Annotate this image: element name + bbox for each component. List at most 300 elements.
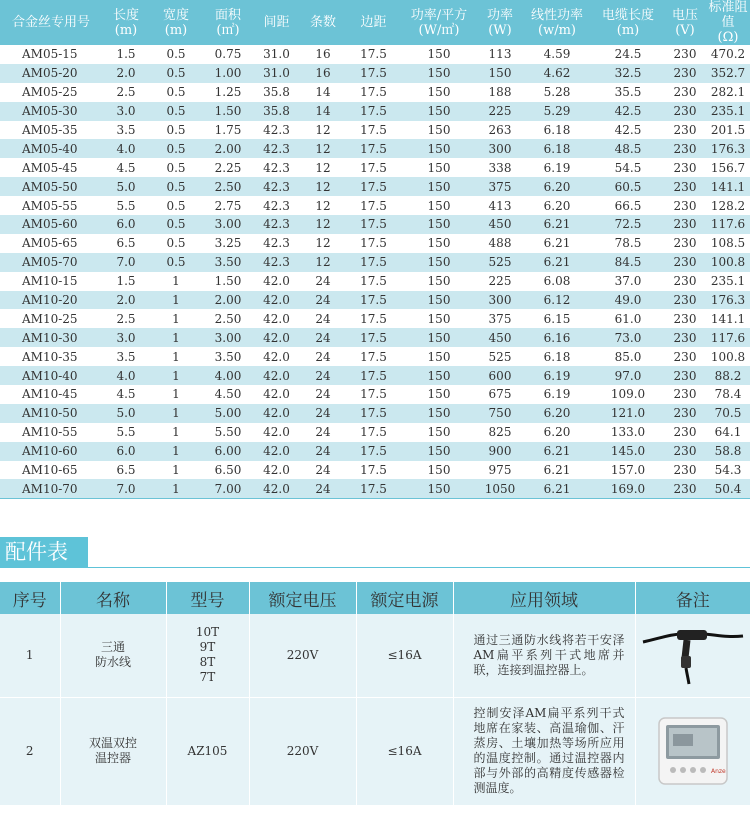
cell-area: 7.00 bbox=[202, 479, 254, 498]
accessory-row bbox=[0, 697, 750, 805]
col-header-count: 条数 bbox=[299, 0, 347, 45]
cell-length: 2.0 bbox=[102, 64, 150, 83]
col-header-voltage: 电压 (V) bbox=[664, 0, 706, 45]
accessory-section-title: 配件表 bbox=[0, 537, 88, 568]
table-row bbox=[0, 253, 750, 272]
cell-margin: 17.5 bbox=[347, 309, 400, 328]
cell-linear-power: 5.28 bbox=[522, 83, 592, 102]
cell-spacing: 42.0 bbox=[254, 328, 299, 347]
cell-power-density: 150 bbox=[400, 479, 478, 498]
cell-resistance: 235.1 bbox=[706, 102, 750, 121]
cell-power: 225 bbox=[478, 272, 522, 291]
cell-spacing: 42.3 bbox=[254, 158, 299, 177]
cell-resistance: 64.1 bbox=[706, 423, 750, 442]
cell-spacing: 42.0 bbox=[254, 461, 299, 480]
cell-power-density: 150 bbox=[400, 177, 478, 196]
acc-current: ≤16A bbox=[356, 614, 453, 697]
cell-length: 1.5 bbox=[102, 45, 150, 64]
cell-cable-length: 48.5 bbox=[592, 139, 664, 158]
table-row bbox=[0, 64, 750, 83]
cell-model: AM05-60 bbox=[0, 215, 102, 234]
cell-power-density: 150 bbox=[400, 234, 478, 253]
cell-resistance: 176.3 bbox=[706, 139, 750, 158]
cell-resistance: 78.4 bbox=[706, 385, 750, 404]
cell-voltage: 230 bbox=[664, 328, 706, 347]
cell-cable-length: 157.0 bbox=[592, 461, 664, 480]
cell-margin: 17.5 bbox=[347, 385, 400, 404]
table-row bbox=[0, 139, 750, 158]
acc-name: 三通 防水线 bbox=[60, 614, 166, 697]
cell-voltage: 230 bbox=[664, 196, 706, 215]
acc-application: 控制安泽AM扁平系列干式地席在家装、高温瑜伽、汗蒸房、土壤加热等场所应用的温度控制。通过温控器内部与外部的高精度传感器检测温度。 bbox=[453, 697, 635, 805]
acc-model: AZ105 bbox=[166, 697, 249, 805]
cell-margin: 17.5 bbox=[347, 366, 400, 385]
cell-count: 24 bbox=[299, 423, 347, 442]
cell-power: 375 bbox=[478, 309, 522, 328]
cell-length: 5.5 bbox=[102, 423, 150, 442]
cell-length: 3.5 bbox=[102, 347, 150, 366]
section-divider bbox=[88, 567, 750, 568]
svg-text:Anze: Anze bbox=[710, 768, 726, 775]
cell-length: 6.5 bbox=[102, 461, 150, 480]
cell-width: 0.5 bbox=[150, 234, 202, 253]
cell-power: 338 bbox=[478, 158, 522, 177]
cell-length: 2.5 bbox=[102, 83, 150, 102]
cell-linear-power: 4.59 bbox=[522, 45, 592, 64]
cell-linear-power: 6.08 bbox=[522, 272, 592, 291]
cell-resistance: 201.5 bbox=[706, 121, 750, 140]
cell-length: 6.0 bbox=[102, 215, 150, 234]
table-row bbox=[0, 215, 750, 234]
accessory-row bbox=[0, 614, 750, 697]
cell-model: AM05-45 bbox=[0, 158, 102, 177]
cell-power: 600 bbox=[478, 366, 522, 385]
cell-margin: 17.5 bbox=[347, 102, 400, 121]
cell-margin: 17.5 bbox=[347, 64, 400, 83]
col-header-length: 长度 (m) bbox=[102, 0, 150, 45]
cell-cable-length: 121.0 bbox=[592, 404, 664, 423]
cell-power-density: 150 bbox=[400, 45, 478, 64]
accessory-table bbox=[0, 582, 750, 806]
cell-count: 24 bbox=[299, 442, 347, 461]
cell-power-density: 150 bbox=[400, 309, 478, 328]
cell-length: 4.5 bbox=[102, 158, 150, 177]
table-row bbox=[0, 366, 750, 385]
spec-header-row bbox=[0, 0, 750, 45]
col-header-width: 宽度 (m) bbox=[150, 0, 202, 45]
cell-model: AM10-25 bbox=[0, 309, 102, 328]
cell-resistance: 50.4 bbox=[706, 479, 750, 498]
cell-cable-length: 109.0 bbox=[592, 385, 664, 404]
cell-count: 24 bbox=[299, 291, 347, 310]
cell-spacing: 35.8 bbox=[254, 83, 299, 102]
cell-linear-power: 4.62 bbox=[522, 64, 592, 83]
cell-linear-power: 6.21 bbox=[522, 461, 592, 480]
cell-margin: 17.5 bbox=[347, 139, 400, 158]
cell-power: 975 bbox=[478, 461, 522, 480]
table-row bbox=[0, 272, 750, 291]
col-header-area: 面积 (㎡) bbox=[202, 0, 254, 45]
cell-model: AM10-50 bbox=[0, 404, 102, 423]
acc-current: ≤16A bbox=[356, 697, 453, 805]
cell-cable-length: 73.0 bbox=[592, 328, 664, 347]
cell-margin: 17.5 bbox=[347, 234, 400, 253]
cell-linear-power: 6.21 bbox=[522, 253, 592, 272]
cell-linear-power: 6.18 bbox=[522, 139, 592, 158]
accessory-header-row bbox=[0, 582, 750, 614]
cell-width: 0.5 bbox=[150, 45, 202, 64]
cell-cable-length: 32.5 bbox=[592, 64, 664, 83]
cell-linear-power: 6.12 bbox=[522, 291, 592, 310]
cell-power-density: 150 bbox=[400, 139, 478, 158]
cell-voltage: 230 bbox=[664, 461, 706, 480]
cell-count: 24 bbox=[299, 461, 347, 480]
cell-spacing: 42.3 bbox=[254, 121, 299, 140]
cell-area: 2.50 bbox=[202, 177, 254, 196]
acc-no: 1 bbox=[0, 614, 60, 697]
cell-cable-length: 66.5 bbox=[592, 196, 664, 215]
cell-margin: 17.5 bbox=[347, 215, 400, 234]
table-row bbox=[0, 404, 750, 423]
cell-count: 12 bbox=[299, 234, 347, 253]
cell-width: 0.5 bbox=[150, 253, 202, 272]
cell-spacing: 42.0 bbox=[254, 291, 299, 310]
table-row bbox=[0, 385, 750, 404]
cell-power: 675 bbox=[478, 385, 522, 404]
table-row bbox=[0, 291, 750, 310]
cell-linear-power: 6.20 bbox=[522, 177, 592, 196]
col-header-no: 序号 bbox=[0, 582, 60, 614]
cell-voltage: 230 bbox=[664, 83, 706, 102]
cell-spacing: 42.0 bbox=[254, 385, 299, 404]
cell-resistance: 470.2 bbox=[706, 45, 750, 64]
table-row bbox=[0, 442, 750, 461]
acc-name: 双温双控 温控器 bbox=[60, 697, 166, 805]
cell-cable-length: 84.5 bbox=[592, 253, 664, 272]
cell-model: AM10-45 bbox=[0, 385, 102, 404]
cell-resistance: 176.3 bbox=[706, 291, 750, 310]
cell-count: 24 bbox=[299, 309, 347, 328]
cell-count: 12 bbox=[299, 196, 347, 215]
cell-spacing: 31.0 bbox=[254, 45, 299, 64]
cell-resistance: 128.2 bbox=[706, 196, 750, 215]
cell-length: 6.0 bbox=[102, 442, 150, 461]
cell-power: 450 bbox=[478, 215, 522, 234]
cell-voltage: 230 bbox=[664, 347, 706, 366]
cell-spacing: 31.0 bbox=[254, 64, 299, 83]
cell-spacing: 42.0 bbox=[254, 479, 299, 498]
table-row bbox=[0, 45, 750, 64]
cell-power: 450 bbox=[478, 328, 522, 347]
cell-cable-length: 169.0 bbox=[592, 479, 664, 498]
cell-spacing: 42.0 bbox=[254, 309, 299, 328]
cell-length: 4.0 bbox=[102, 139, 150, 158]
cell-count: 12 bbox=[299, 121, 347, 140]
cell-cable-length: 60.5 bbox=[592, 177, 664, 196]
table-row bbox=[0, 328, 750, 347]
cell-margin: 17.5 bbox=[347, 196, 400, 215]
cell-margin: 17.5 bbox=[347, 272, 400, 291]
cell-width: 1 bbox=[150, 272, 202, 291]
cell-cable-length: 35.5 bbox=[592, 83, 664, 102]
cell-count: 12 bbox=[299, 139, 347, 158]
cell-voltage: 230 bbox=[664, 177, 706, 196]
cell-count: 14 bbox=[299, 102, 347, 121]
col-header-current: 额定电源 bbox=[356, 582, 453, 614]
cell-linear-power: 6.20 bbox=[522, 404, 592, 423]
cell-linear-power: 6.21 bbox=[522, 479, 592, 498]
cell-area: 6.00 bbox=[202, 442, 254, 461]
cell-area: 3.00 bbox=[202, 215, 254, 234]
cell-count: 12 bbox=[299, 215, 347, 234]
cell-width: 1 bbox=[150, 423, 202, 442]
col-header-application: 应用领域 bbox=[453, 582, 635, 614]
cell-model: AM10-35 bbox=[0, 347, 102, 366]
col-header-note: 备注 bbox=[635, 582, 750, 614]
cell-cable-length: 72.5 bbox=[592, 215, 664, 234]
cell-resistance: 117.6 bbox=[706, 328, 750, 347]
cell-power: 413 bbox=[478, 196, 522, 215]
cell-area: 2.00 bbox=[202, 139, 254, 158]
cell-resistance: 141.1 bbox=[706, 177, 750, 196]
cell-voltage: 230 bbox=[664, 291, 706, 310]
cell-length: 2.0 bbox=[102, 291, 150, 310]
cell-count: 24 bbox=[299, 272, 347, 291]
cell-count: 24 bbox=[299, 404, 347, 423]
cell-power: 113 bbox=[478, 45, 522, 64]
cell-resistance: 70.5 bbox=[706, 404, 750, 423]
cell-area: 3.50 bbox=[202, 347, 254, 366]
cell-area: 5.50 bbox=[202, 423, 254, 442]
cell-resistance: 100.8 bbox=[706, 253, 750, 272]
cell-voltage: 230 bbox=[664, 479, 706, 498]
cell-power: 1050 bbox=[478, 479, 522, 498]
cell-model: AM05-40 bbox=[0, 139, 102, 158]
col-header-power-density: 功率/平方 (W/㎡) bbox=[400, 0, 478, 45]
thermostat-icon bbox=[657, 716, 729, 786]
cell-power-density: 150 bbox=[400, 385, 478, 404]
cell-model: AM05-25 bbox=[0, 83, 102, 102]
cell-count: 24 bbox=[299, 385, 347, 404]
col-header-margin: 边距 bbox=[347, 0, 400, 45]
cell-width: 1 bbox=[150, 404, 202, 423]
cell-spacing: 35.8 bbox=[254, 102, 299, 121]
cell-width: 1 bbox=[150, 291, 202, 310]
cell-resistance: 117.6 bbox=[706, 215, 750, 234]
cell-resistance: 352.7 bbox=[706, 64, 750, 83]
cell-voltage: 230 bbox=[664, 366, 706, 385]
cell-model: AM10-65 bbox=[0, 461, 102, 480]
cell-margin: 17.5 bbox=[347, 461, 400, 480]
cell-width: 1 bbox=[150, 479, 202, 498]
table-row bbox=[0, 479, 750, 498]
cell-margin: 17.5 bbox=[347, 328, 400, 347]
cell-voltage: 230 bbox=[664, 121, 706, 140]
cell-width: 1 bbox=[150, 309, 202, 328]
col-header-voltage: 额定电压 bbox=[249, 582, 356, 614]
acc-model: 10T 9T 8T 7T bbox=[166, 614, 249, 697]
cell-cable-length: 85.0 bbox=[592, 347, 664, 366]
cell-spacing: 42.3 bbox=[254, 234, 299, 253]
cell-voltage: 230 bbox=[664, 442, 706, 461]
cell-cable-length: 97.0 bbox=[592, 366, 664, 385]
cell-cable-length: 61.0 bbox=[592, 309, 664, 328]
cell-spacing: 42.0 bbox=[254, 272, 299, 291]
table-row bbox=[0, 121, 750, 140]
cell-length: 1.5 bbox=[102, 272, 150, 291]
cell-spacing: 42.0 bbox=[254, 366, 299, 385]
cell-width: 1 bbox=[150, 385, 202, 404]
cell-length: 3.0 bbox=[102, 328, 150, 347]
cell-model: AM10-30 bbox=[0, 328, 102, 347]
cell-voltage: 230 bbox=[664, 404, 706, 423]
cell-power-density: 150 bbox=[400, 291, 478, 310]
cell-width: 1 bbox=[150, 366, 202, 385]
cell-power: 225 bbox=[478, 102, 522, 121]
cell-power: 525 bbox=[478, 253, 522, 272]
table-row bbox=[0, 158, 750, 177]
cell-power-density: 150 bbox=[400, 215, 478, 234]
cell-spacing: 42.0 bbox=[254, 404, 299, 423]
cell-length: 7.0 bbox=[102, 479, 150, 498]
acc-no: 2 bbox=[0, 697, 60, 805]
cell-margin: 17.5 bbox=[347, 423, 400, 442]
cell-linear-power: 6.21 bbox=[522, 442, 592, 461]
table-row bbox=[0, 83, 750, 102]
cell-model: AM10-55 bbox=[0, 423, 102, 442]
cell-count: 12 bbox=[299, 253, 347, 272]
cell-cable-length: 42.5 bbox=[592, 102, 664, 121]
cell-model: AM05-35 bbox=[0, 121, 102, 140]
cell-spacing: 42.0 bbox=[254, 423, 299, 442]
cell-width: 1 bbox=[150, 347, 202, 366]
col-header-cable-length: 电缆长度 (m) bbox=[592, 0, 664, 45]
cell-power: 188 bbox=[478, 83, 522, 102]
acc-voltage: 220V bbox=[249, 614, 356, 697]
cell-linear-power: 6.19 bbox=[522, 385, 592, 404]
cell-margin: 17.5 bbox=[347, 83, 400, 102]
cell-linear-power: 6.18 bbox=[522, 121, 592, 140]
cell-model: AM05-20 bbox=[0, 64, 102, 83]
acc-application: 通过三通防水线将若干安泽AM扁平系列干式地席并联，连接到温控器上。 bbox=[453, 614, 635, 697]
cell-width: 0.5 bbox=[150, 139, 202, 158]
cell-model: AM05-65 bbox=[0, 234, 102, 253]
cell-width: 0.5 bbox=[150, 158, 202, 177]
cell-resistance: 58.8 bbox=[706, 442, 750, 461]
cell-area: 4.00 bbox=[202, 366, 254, 385]
cell-margin: 17.5 bbox=[347, 121, 400, 140]
cell-power: 488 bbox=[478, 234, 522, 253]
cell-area: 4.50 bbox=[202, 385, 254, 404]
cell-width: 0.5 bbox=[150, 196, 202, 215]
cell-resistance: 54.3 bbox=[706, 461, 750, 480]
cell-cable-length: 78.5 bbox=[592, 234, 664, 253]
acc-note bbox=[635, 614, 750, 697]
cell-power-density: 150 bbox=[400, 272, 478, 291]
cell-area: 2.25 bbox=[202, 158, 254, 177]
cell-width: 0.5 bbox=[150, 215, 202, 234]
cell-resistance: 108.5 bbox=[706, 234, 750, 253]
cell-power: 525 bbox=[478, 347, 522, 366]
cell-linear-power: 6.15 bbox=[522, 309, 592, 328]
col-header-spacing: 间距 bbox=[254, 0, 299, 45]
cell-power-density: 150 bbox=[400, 253, 478, 272]
cell-length: 5.0 bbox=[102, 177, 150, 196]
cell-area: 1.75 bbox=[202, 121, 254, 140]
cell-area: 3.25 bbox=[202, 234, 254, 253]
cell-power-density: 150 bbox=[400, 102, 478, 121]
cell-cable-length: 37.0 bbox=[592, 272, 664, 291]
cell-cable-length: 145.0 bbox=[592, 442, 664, 461]
cell-width: 0.5 bbox=[150, 102, 202, 121]
cell-model: AM05-15 bbox=[0, 45, 102, 64]
cell-length: 3.5 bbox=[102, 121, 150, 140]
cell-margin: 17.5 bbox=[347, 404, 400, 423]
cell-width: 0.5 bbox=[150, 177, 202, 196]
cell-linear-power: 5.29 bbox=[522, 102, 592, 121]
table-row bbox=[0, 177, 750, 196]
cell-voltage: 230 bbox=[664, 215, 706, 234]
cell-voltage: 230 bbox=[664, 45, 706, 64]
cell-voltage: 230 bbox=[664, 272, 706, 291]
table-row bbox=[0, 234, 750, 253]
table-row bbox=[0, 309, 750, 328]
cell-power-density: 150 bbox=[400, 461, 478, 480]
cell-linear-power: 6.18 bbox=[522, 347, 592, 366]
cell-length: 5.0 bbox=[102, 404, 150, 423]
cell-count: 24 bbox=[299, 347, 347, 366]
cell-spacing: 42.3 bbox=[254, 177, 299, 196]
cell-model: AM10-15 bbox=[0, 272, 102, 291]
table-row bbox=[0, 347, 750, 366]
cell-area: 3.00 bbox=[202, 328, 254, 347]
acc-voltage: 220V bbox=[249, 697, 356, 805]
cell-linear-power: 6.20 bbox=[522, 196, 592, 215]
cell-count: 24 bbox=[299, 328, 347, 347]
cell-count: 16 bbox=[299, 45, 347, 64]
cell-margin: 17.5 bbox=[347, 158, 400, 177]
cell-linear-power: 6.19 bbox=[522, 158, 592, 177]
cell-resistance: 100.8 bbox=[706, 347, 750, 366]
cell-linear-power: 6.21 bbox=[522, 215, 592, 234]
cell-area: 2.75 bbox=[202, 196, 254, 215]
cell-power-density: 150 bbox=[400, 196, 478, 215]
cell-voltage: 230 bbox=[664, 139, 706, 158]
cell-voltage: 230 bbox=[664, 102, 706, 121]
cell-power: 900 bbox=[478, 442, 522, 461]
cell-voltage: 230 bbox=[664, 309, 706, 328]
cell-power: 825 bbox=[478, 423, 522, 442]
cell-area: 1.50 bbox=[202, 272, 254, 291]
cell-resistance: 156.7 bbox=[706, 158, 750, 177]
cell-model: AM10-70 bbox=[0, 479, 102, 498]
cell-width: 0.5 bbox=[150, 121, 202, 140]
cell-area: 3.50 bbox=[202, 253, 254, 272]
cell-spacing: 42.3 bbox=[254, 196, 299, 215]
cell-length: 4.0 bbox=[102, 366, 150, 385]
cell-spacing: 42.3 bbox=[254, 139, 299, 158]
cell-area: 5.00 bbox=[202, 404, 254, 423]
cell-linear-power: 6.21 bbox=[522, 234, 592, 253]
acc-note bbox=[635, 697, 750, 805]
col-header-name: 名称 bbox=[60, 582, 166, 614]
cell-width: 0.5 bbox=[150, 83, 202, 102]
cell-cable-length: 24.5 bbox=[592, 45, 664, 64]
cell-power: 750 bbox=[478, 404, 522, 423]
cell-power-density: 150 bbox=[400, 121, 478, 140]
cell-cable-length: 54.5 bbox=[592, 158, 664, 177]
cell-width: 1 bbox=[150, 328, 202, 347]
